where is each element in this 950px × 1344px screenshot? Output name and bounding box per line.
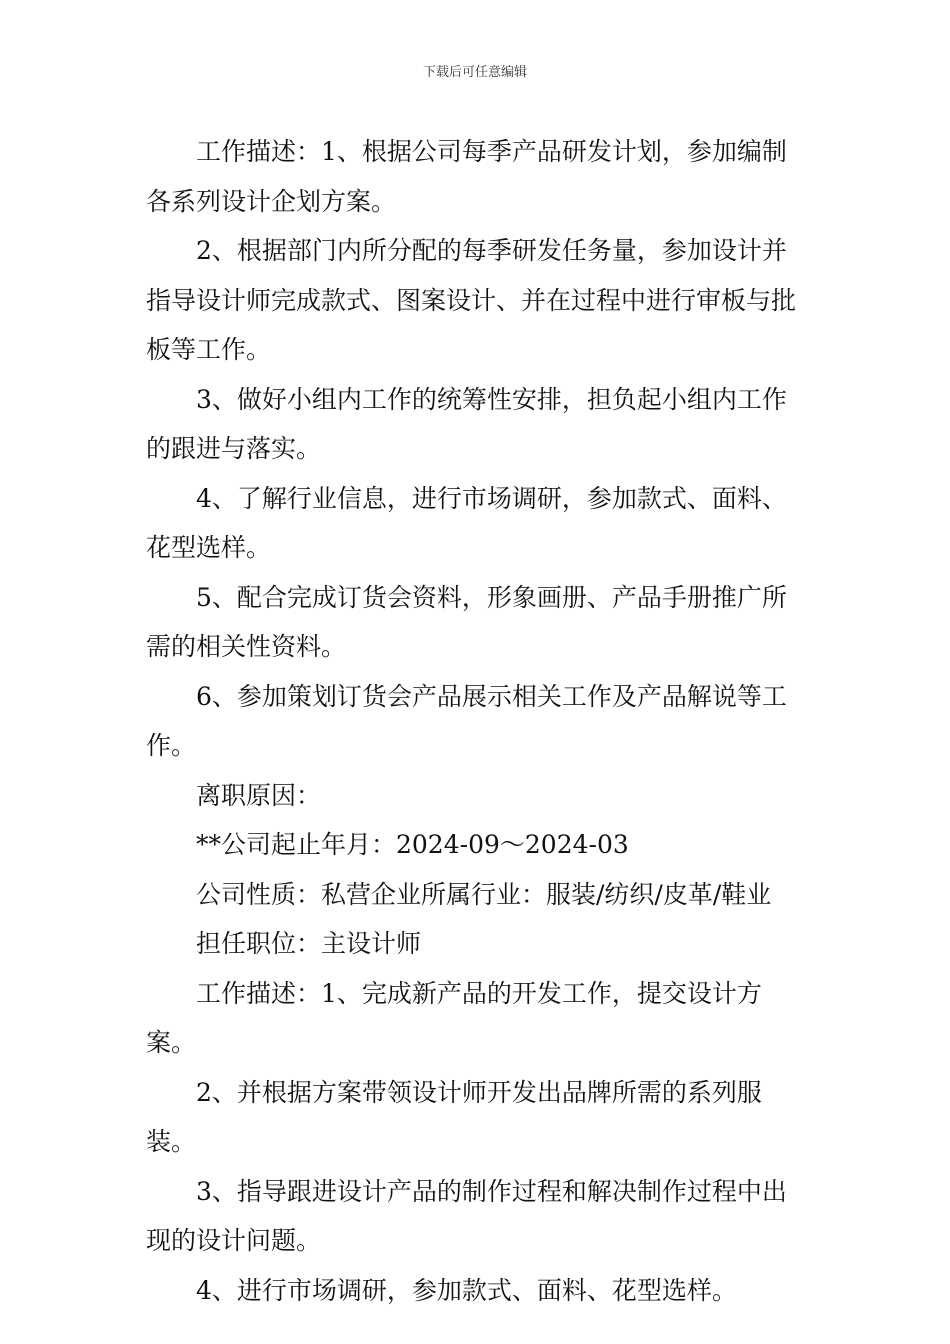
paragraph-2: 2、根据部门内所分配的每季研发任务量，参加设计并指导设计师完成款式、图案设计、并在过程中进行审板与批板等工作。 <box>146 236 797 364</box>
position-held: 担任职位：主设计师 <box>196 929 422 958</box>
paragraph-3: 3、做好小组内工作的统筹性安排，担负起小组内工作的跟进与落实。 <box>146 384 787 463</box>
leave-reason: 离职原因： <box>196 780 322 810</box>
paragraph-4: 4、了解行业信息，进行市场调研，参加款式、面料、花型选样。 <box>146 483 787 562</box>
paragraph-5: 5、配合完成订货会资料，形象画册、产品手册推广所需的相关性资料。 <box>146 582 787 661</box>
job-description-2: 工作描述：1、完成新产品的开发工作，提交设计方案。 <box>146 978 762 1057</box>
company-nature: 公司性质：私营企业所属行业：服装/纺织/皮革/鞋业 <box>196 879 772 909</box>
document-body <box>146 127 810 1315</box>
paragraph-14: 4、进行市场调研，参加款式、面料、花型选样。 <box>196 1275 737 1305</box>
paragraph-1: 工作描述：1、根据公司每季产品研发计划，参加编制各系列设计企划方案。 <box>146 137 787 216</box>
paragraph-6: 6、参加策划订货会产品展示相关工作及产品解说等工作。 <box>146 681 787 760</box>
company-dates: **公司起止年月：2024-09～2024-03 <box>196 830 629 859</box>
paragraph-12: 2、并根据方案带领设计师开发出品牌所需的系列服装。 <box>146 1077 762 1156</box>
paragraph-13: 3、指导跟进设计产品的制作过程和解决制作过程中出现的设计问题。 <box>146 1176 787 1255</box>
page-header-note: 下载后可任意编辑 <box>422 65 527 80</box>
